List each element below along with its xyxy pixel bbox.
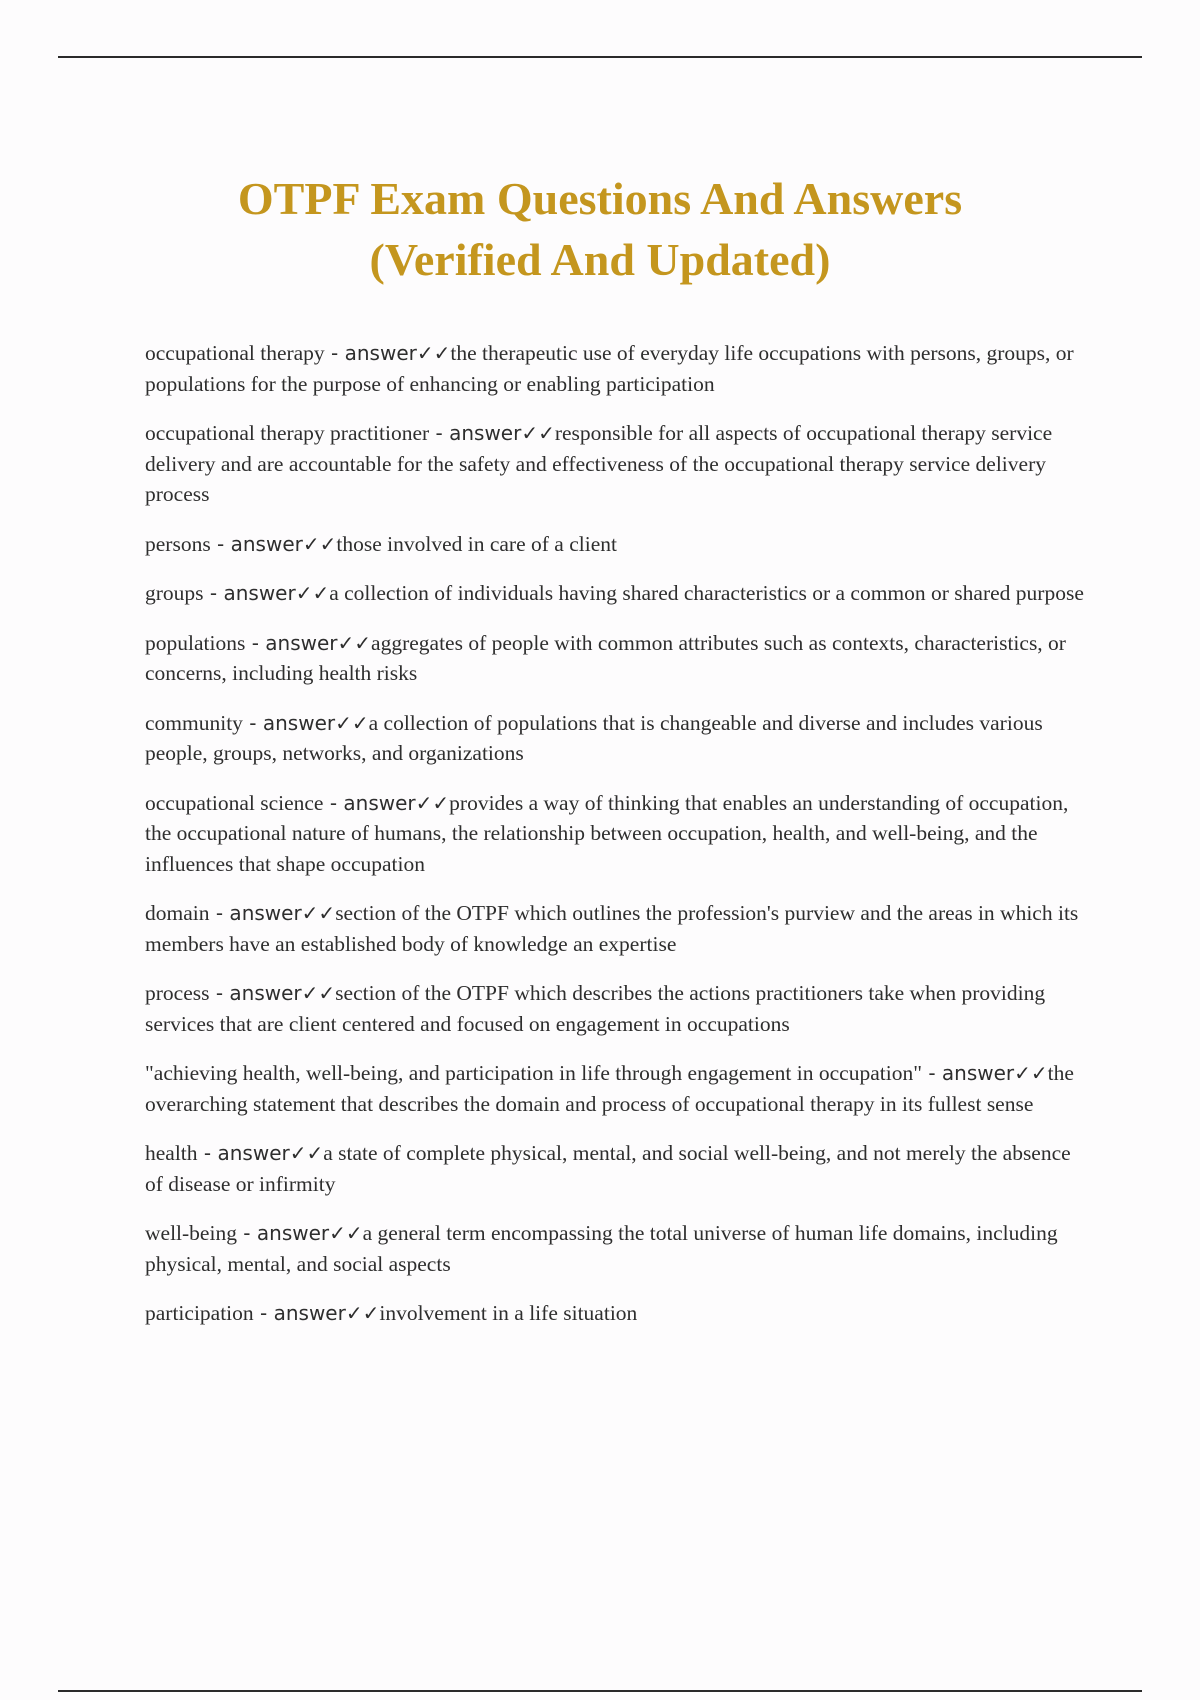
answer-marker: - answer✓✓ [236, 1221, 363, 1245]
qa-term: populations [145, 630, 246, 655]
title-line-2: (Verified And Updated) [369, 234, 831, 285]
qa-definition: the therapeutic use of everyday life occupations with persons, groups, or populations for the purpose of enhancing or enabling participation [145, 341, 1074, 396]
qa-definition: a collection of individuals having shared characteristics or a common or shared purpose [329, 581, 1084, 605]
bottom-rule [58, 1690, 1142, 1692]
qa-definition: section of the OTPF which outlines the profession's purview and the areas in which its members have an established body of knowledge an expertise [145, 901, 1079, 956]
answer-marker: - answer✓✓ [245, 630, 372, 655]
answer-marker: - answer✓✓ [323, 790, 450, 815]
qa-term: "achieving health, well-being, and participation in life through engagement in occupation" [145, 1061, 922, 1085]
answer-marker: - answer✓✓ [324, 341, 451, 365]
answer-marker: - answer✓✓ [209, 981, 336, 1005]
answer-marker: - answer✓✓ [209, 901, 336, 925]
document-title [0, 168, 1200, 290]
top-rule [58, 56, 1142, 58]
qa-term: occupational therapy practitioner [145, 421, 430, 445]
qa-term: process [145, 981, 210, 1005]
answer-marker: - answer✓✓ [242, 710, 369, 735]
qa-term: groups [145, 581, 204, 605]
qa-definition: responsible for all aspects of occupational therapy service delivery and are accountable for the safety and effectiveness of the occupational therapy service delivery process [145, 421, 1053, 506]
qa-term: participation [145, 1301, 254, 1325]
qa-entry [145, 788, 1090, 880]
answer-marker: - answer✓✓ [429, 421, 555, 445]
qa-term: community [145, 710, 243, 735]
answer-marker: - answer✓✓ [203, 581, 330, 605]
qa-entry [145, 1138, 1090, 1199]
answer-marker: - answer✓✓ [253, 1301, 380, 1325]
qa-list [145, 338, 1090, 1348]
title-line-1: OTPF Exam Questions And Answers [237, 173, 963, 224]
qa-entry [145, 898, 1090, 959]
qa-entry [145, 978, 1090, 1039]
answer-marker: - answer✓✓ [921, 1061, 1048, 1085]
qa-entry [145, 708, 1090, 769]
answer-marker: - answer✓✓ [210, 531, 337, 556]
qa-entry [145, 1218, 1090, 1279]
qa-entry [145, 628, 1090, 689]
qa-term: occupational therapy [145, 341, 325, 365]
qa-term: occupational science [145, 790, 324, 815]
qa-entry [145, 578, 1090, 609]
qa-definition: a collection of populations that is changeable and diverse and includes various people, groups, networks, and organizations [145, 710, 1043, 765]
qa-term: health [145, 1141, 198, 1165]
qa-term: domain [145, 901, 210, 925]
qa-definition: aggregates of people with common attributes such as contexts, characteristics, or concerns, including health risks [145, 630, 1066, 685]
qa-entry [145, 529, 1090, 560]
qa-definition: provides a way of thinking that enables an understanding of occupation, the occupational nature of humans, the relationship between occupation, health, and well-being, and the influences that shape occupation [145, 790, 1069, 876]
qa-definition: a general term encompassing the total universe of human life domains, including physical, mental, and social aspects [145, 1221, 1058, 1276]
qa-definition: the overarching statement that describes the domain and process of occupational therapy in its fullest sense [145, 1061, 1074, 1116]
qa-entry [145, 1058, 1090, 1119]
qa-definition: involvement in a life situation [379, 1301, 638, 1325]
answer-marker: - answer✓✓ [197, 1141, 324, 1165]
qa-entry [145, 418, 1090, 510]
qa-definition: a state of complete physical, mental, and social well-being, and not merely the absence of disease or infirmity [145, 1141, 1071, 1196]
qa-entry [145, 338, 1090, 399]
qa-definition: those involved in care of a client [336, 531, 617, 556]
qa-term: well-being [145, 1221, 237, 1245]
qa-definition: section of the OTPF which describes the actions practitioners take when providing services that are client centered and focused on engagement in occupations [145, 981, 1046, 1036]
qa-term: persons [145, 531, 211, 556]
qa-entry [145, 1298, 1090, 1329]
